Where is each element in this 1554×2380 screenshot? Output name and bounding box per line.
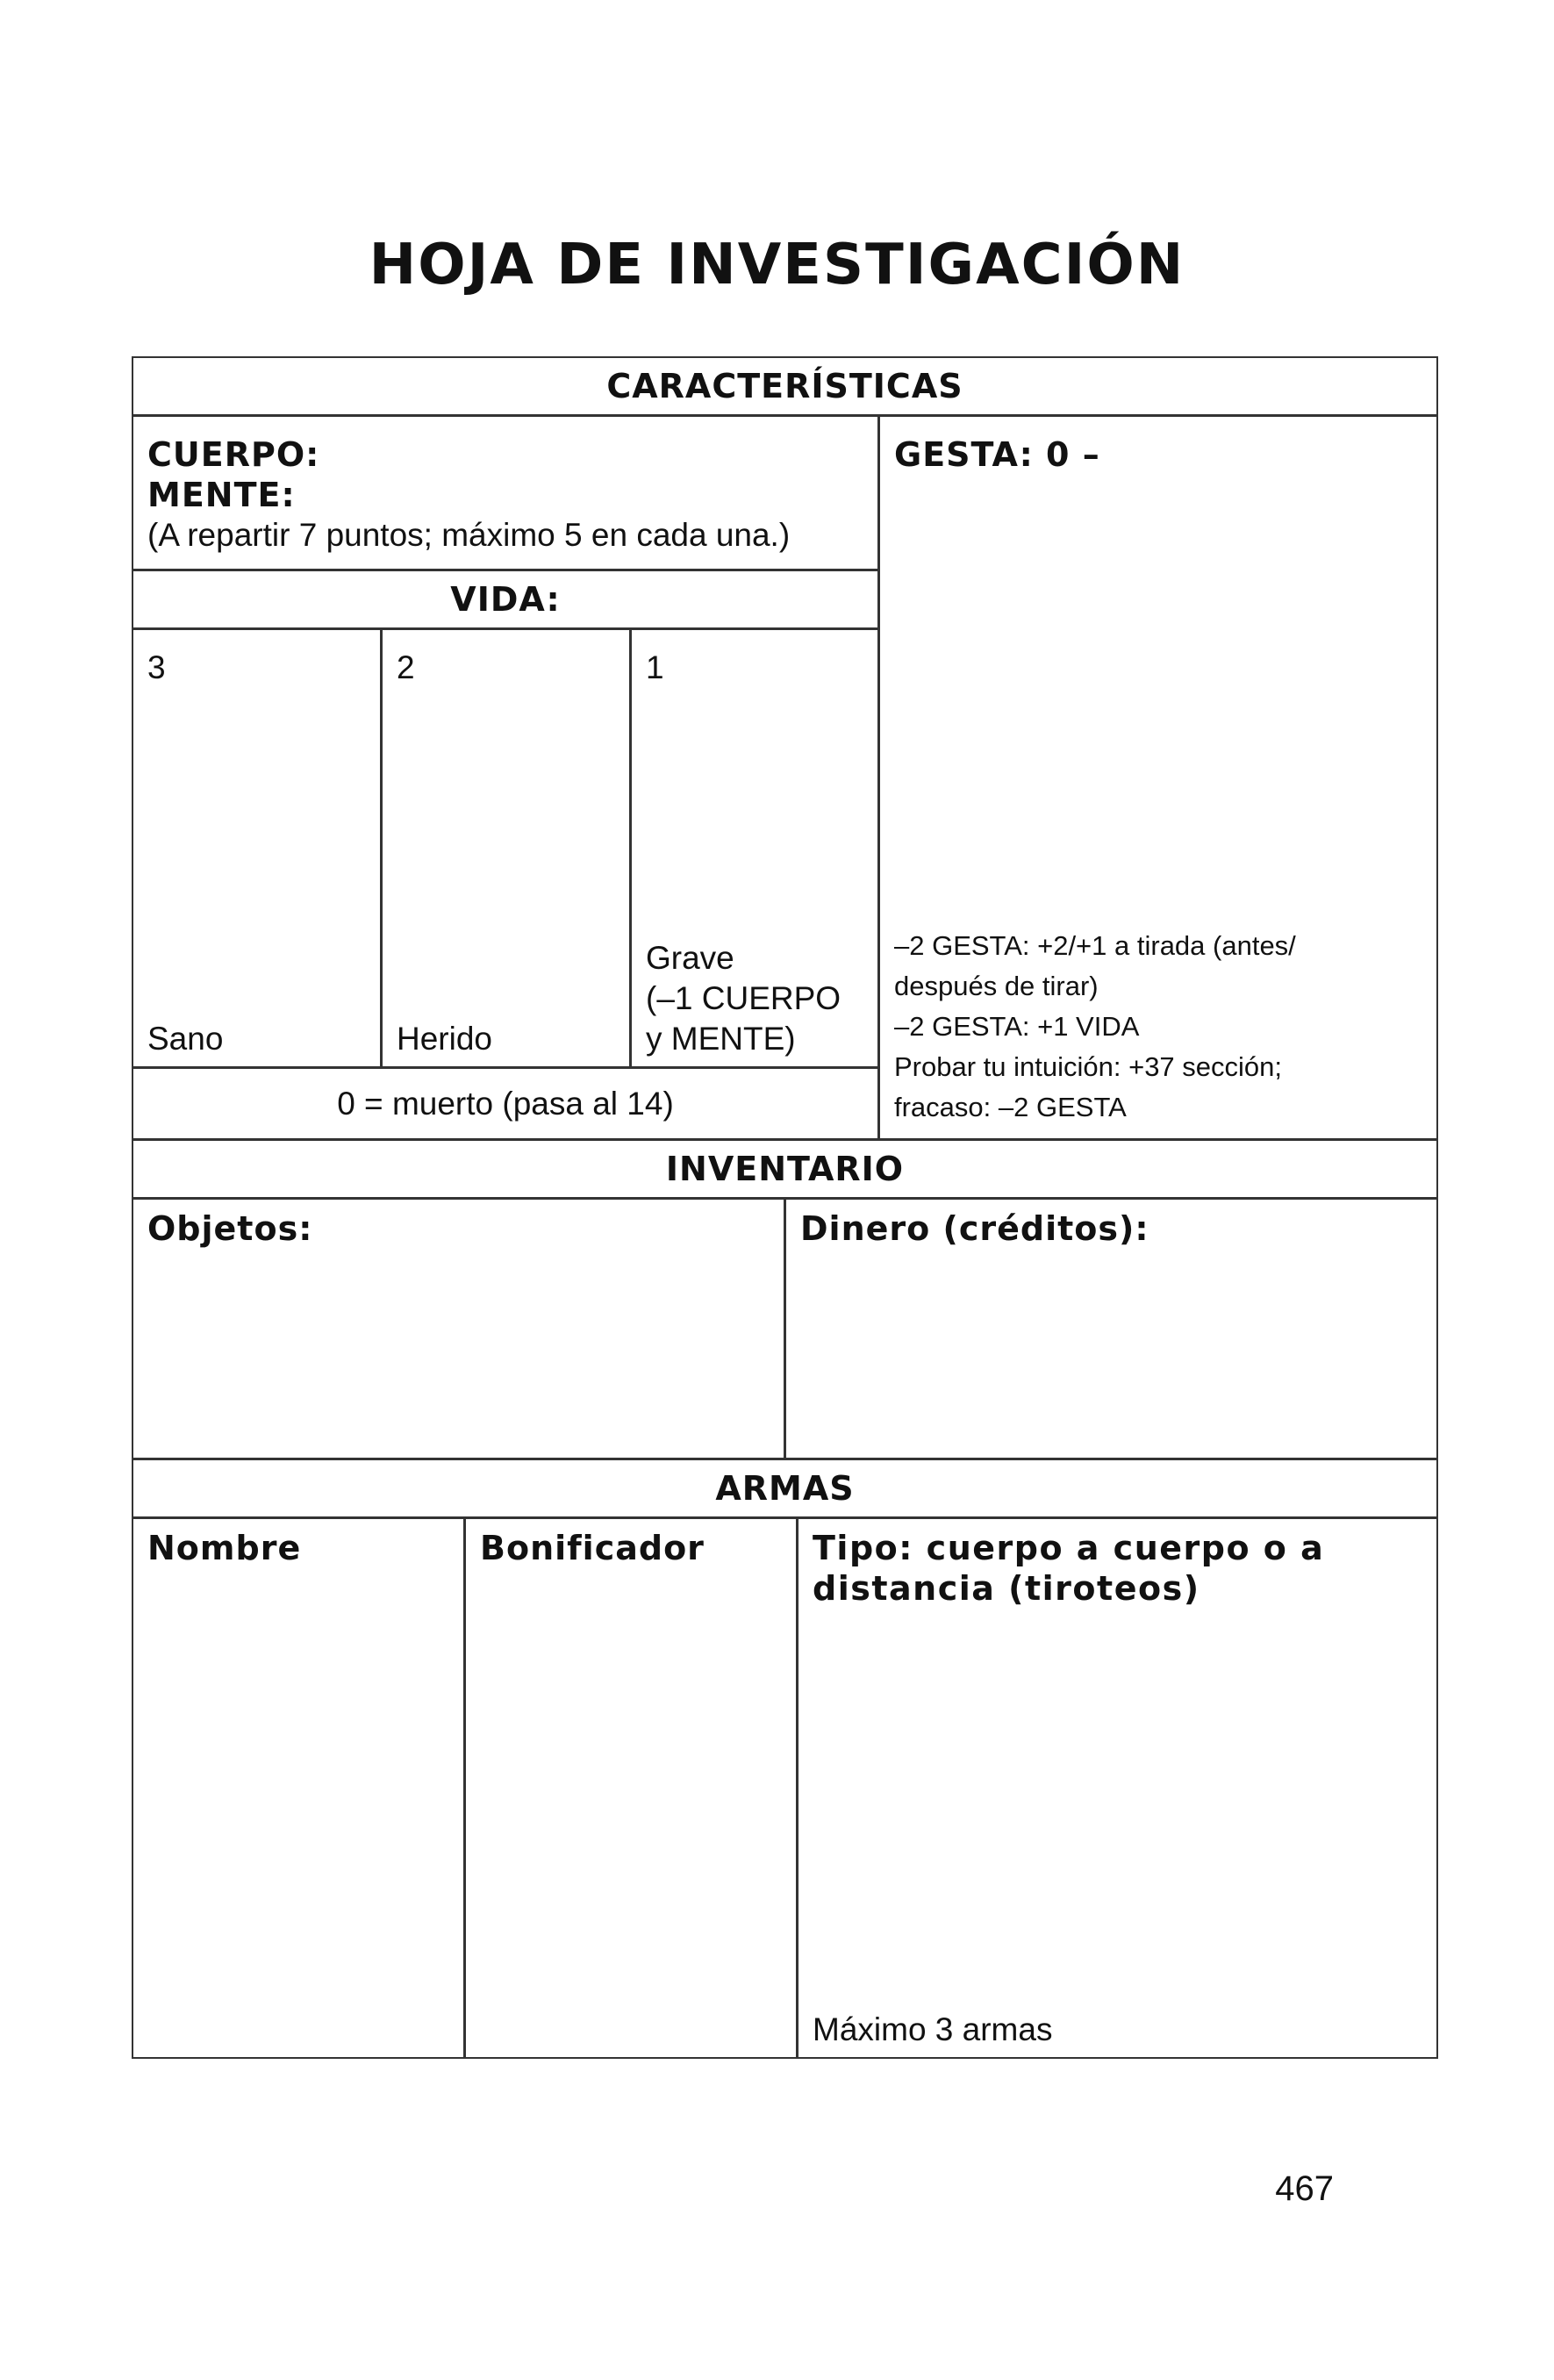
dinero-label: Dinero (créditos):: [800, 1209, 1149, 1248]
cuerpo-label: CUERPO:: [147, 435, 320, 474]
gesta-notes: [894, 926, 1428, 1128]
gesta-label: GESTA: 0 –: [894, 435, 1100, 474]
vida-number: 1: [646, 649, 664, 685]
caracteristicas-header-text: CARACTERÍSTICAS: [606, 367, 963, 405]
caracteristicas-header: [132, 356, 1438, 416]
mente-label: MENTE:: [147, 476, 296, 514]
vida-status-line: y MENTE): [646, 1021, 796, 1057]
gesta-note: –2 GESTA: +1 VIDA: [894, 1011, 1140, 1042]
nombre-cell[interactable]: [132, 1517, 465, 2059]
gesta-note: –2 GESTA: +2/+1 a tirada (antes/: [894, 930, 1296, 961]
death-note: 0 = muerto (pasa al 14): [337, 1085, 674, 1122]
tipo-label-line: Tipo: cuerpo a cuerpo o a: [813, 1529, 1325, 1567]
armas-header: [132, 1459, 1438, 1518]
vida-box-1[interactable]: [630, 628, 879, 1068]
bonificador-label: Bonificador: [480, 1529, 705, 1567]
objetos-label: Objetos:: [147, 1209, 313, 1248]
tipo-cell[interactable]: [797, 1517, 1438, 2059]
death-note-cell: [132, 1067, 879, 1140]
reparto-note: (A repartir 7 puntos; máximo 5 en cada una.): [147, 517, 791, 553]
gesta-note: Probar tu intuición: +37 sección;: [894, 1051, 1283, 1082]
vida-box-3[interactable]: [132, 628, 382, 1068]
gesta-cell[interactable]: [878, 415, 1438, 1140]
vida-number: 2: [397, 649, 415, 685]
gesta-note: después de tirar): [894, 971, 1099, 1001]
armas-header-text: ARMAS: [715, 1469, 855, 1508]
vida-status-line: Grave: [646, 940, 734, 976]
inventario-header: [132, 1139, 1438, 1199]
tipo-label-line: distancia (tiroteos): [813, 1569, 1200, 1608]
objetos-cell[interactable]: [132, 1198, 785, 1459]
page-title: HOJA DE INVESTIGACIÓN: [369, 233, 1185, 298]
vida-box-2[interactable]: [381, 628, 631, 1068]
vida-status: [646, 938, 869, 1059]
tipo-label: [813, 1528, 1428, 1609]
vida-header-text: VIDA:: [450, 580, 561, 619]
vida-status: Sano: [147, 1021, 224, 1057]
gesta-note: fracaso: –2 GESTA: [894, 1092, 1127, 1122]
vida-header: [132, 570, 879, 629]
max-armas-note: Máximo 3 armas: [813, 2011, 1053, 2047]
inventario-header-text: INVENTARIO: [665, 1150, 905, 1188]
vida-status: Herido: [397, 1021, 492, 1057]
dinero-cell[interactable]: [784, 1198, 1438, 1459]
vida-number: 3: [147, 649, 166, 685]
cuerpo-mente-cell[interactable]: [132, 415, 879, 570]
vida-status-line: (–1 CUERPO: [646, 980, 841, 1016]
page-number: 467: [1275, 2169, 1334, 2208]
nombre-label: Nombre: [147, 1529, 302, 1567]
bonificador-cell[interactable]: [464, 1517, 798, 2059]
